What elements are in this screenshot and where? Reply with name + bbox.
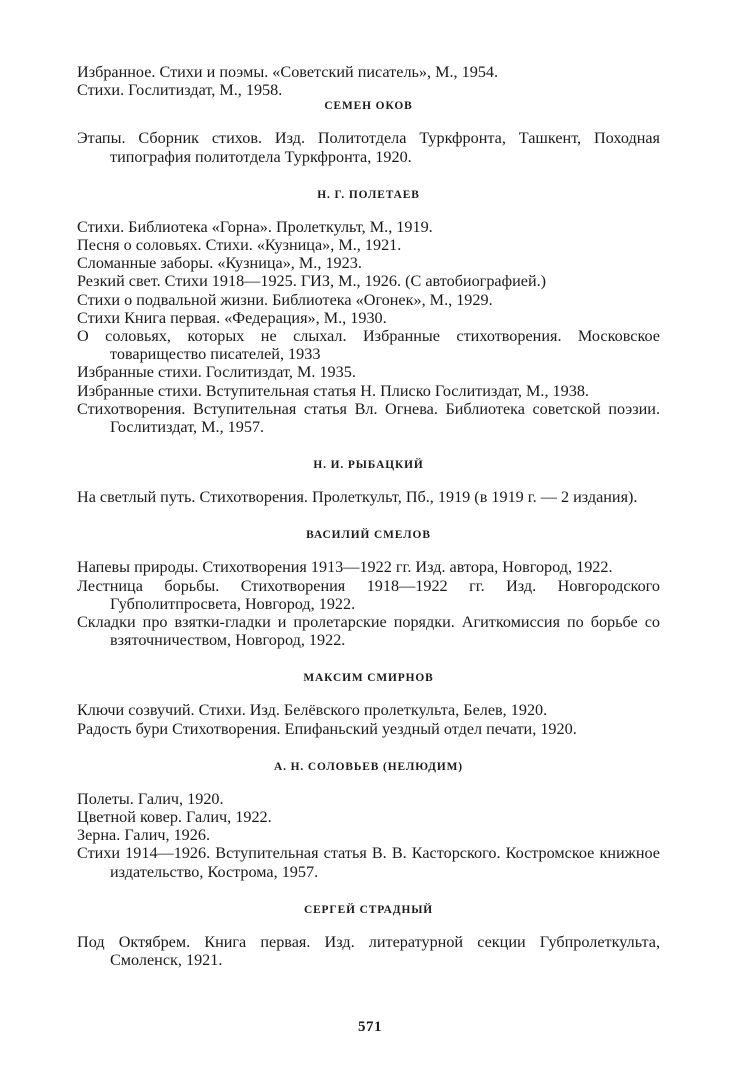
bibliography-entry: Напевы природы. Стихотворения 1913—1922 гг. Изд. автора, Новгород, 1922. <box>77 558 613 577</box>
bibliography-entry: Стихи 1914—1926. Вступительная статья В. В. Касторского. Костромское книжное издательство, Кострома, 1957. <box>77 844 660 881</box>
bibliography-entry: Стихи о подвальной жизни. Библиотека «Огонек», М., 1929. <box>77 290 493 309</box>
author-heading: СЕРГЕЙ СТРАДНЫЙ <box>303 903 434 916</box>
bibliography-entry: Стихотворения. Вступительная статья Вл. Огнева. Библиотека советской поэзии. Гослитиздат, М., 1957. <box>77 399 660 437</box>
bibliography-entry: Стихи. Гослитиздат, М., 1958. <box>77 81 283 100</box>
bibliography-entry: Избранные стихи. Гослитиздат, М. 1935. <box>77 363 356 382</box>
bibliography-entry: Песня о соловьях. Стихи. «Кузница», М., 1921. <box>77 236 402 255</box>
author-heading: МАКСИМ СМИРНОВ <box>303 672 434 685</box>
author-section <box>77 671 660 737</box>
author-section <box>77 528 660 649</box>
bibliography-entry: Стихи. Библиотека «Горна». Пролеткульт, М., 1919. <box>77 217 433 236</box>
bibliography-entry: Складки про взятки-гладки и пролетарские порядки. Агиткомиссия по борьбе со взяточничеством, Новгород, 1922. <box>77 613 660 650</box>
author-heading: А. Н. СОЛОВЬЕВ (НЕЛЮДИМ) <box>274 760 463 773</box>
bibliography-entry: Лестница борьбы. Стихотворения 1918—1922 гг. Изд. Новгородского Губполитпросвета, Новгород, 1922. <box>77 576 660 613</box>
page-number: 571 <box>358 1019 382 1035</box>
bibliography-entry: Цветной ковер. Галич, 1922. <box>77 808 272 827</box>
author-section <box>77 458 660 506</box>
author-section <box>77 188 660 436</box>
bibliography-entry: Избранные стихи. Вступительная статья Н. Плиско Гослитиздат, М., 1938. <box>77 381 589 400</box>
author-heading: ВАСИЛИЙ СМЕЛОВ <box>306 529 431 542</box>
author-section <box>77 760 660 881</box>
bibliography-entry: Стихи Книга первая. «Федерация», М., 1930. <box>77 308 387 327</box>
bibliography-entry: Сломанные заборы. «Кузница», М., 1923. <box>77 254 362 273</box>
intro-entries <box>77 63 660 99</box>
bibliography-entry: На светлый путь. Стихотворения. Пролеткульт, Пб., 1919 (в 1919 г. — 2 издания). <box>77 488 638 507</box>
author-sections <box>77 99 660 969</box>
bibliography-entry: Этапы. Сборник стихов. Изд. Политотдела Туркфронта, Ташкент, Походная типография политотдела Туркфронта, 1920. <box>77 129 660 166</box>
bibliography-entry: Радость бури Стихотворения. Епифаньский уездный отдел печати, 1920. <box>77 719 577 738</box>
author-section <box>77 99 660 165</box>
author-heading: Н. И. РЫБАЦКИЙ <box>313 459 424 472</box>
bibliography-entry: Ключи созвучий. Стихи. Изд. Белёвского пролеткульта, Белев, 1920. <box>77 701 548 720</box>
author-section <box>77 903 660 969</box>
author-heading: СЕМЕН ОКОВ <box>324 100 413 113</box>
bibliography-entry: О соловьях, которых не слыхал. Избранные стихотворения. Московское товарищество писателей, 1933 <box>77 327 660 364</box>
bibliography-page <box>77 63 660 969</box>
bibliography-entry: Резкий свет. Стихи 1918—1925. ГИЗ, М., 1926. (С автобиографией.) <box>77 272 547 291</box>
author-heading: Н. Г. ПОЛЕТАЕВ <box>317 188 420 201</box>
bibliography-entry: Под Октябрем. Книга первая. Изд. литературной секции Губпролеткульта, Смоленск, 1921. <box>77 932 660 970</box>
bibliography-entry: Избранное. Стихи и поэмы. «Советский писатель», М., 1954. <box>77 63 499 81</box>
bibliography-entry: Полеты. Галич, 1920. <box>77 789 224 808</box>
bibliography-entry: Зерна. Галич, 1926. <box>77 826 211 845</box>
